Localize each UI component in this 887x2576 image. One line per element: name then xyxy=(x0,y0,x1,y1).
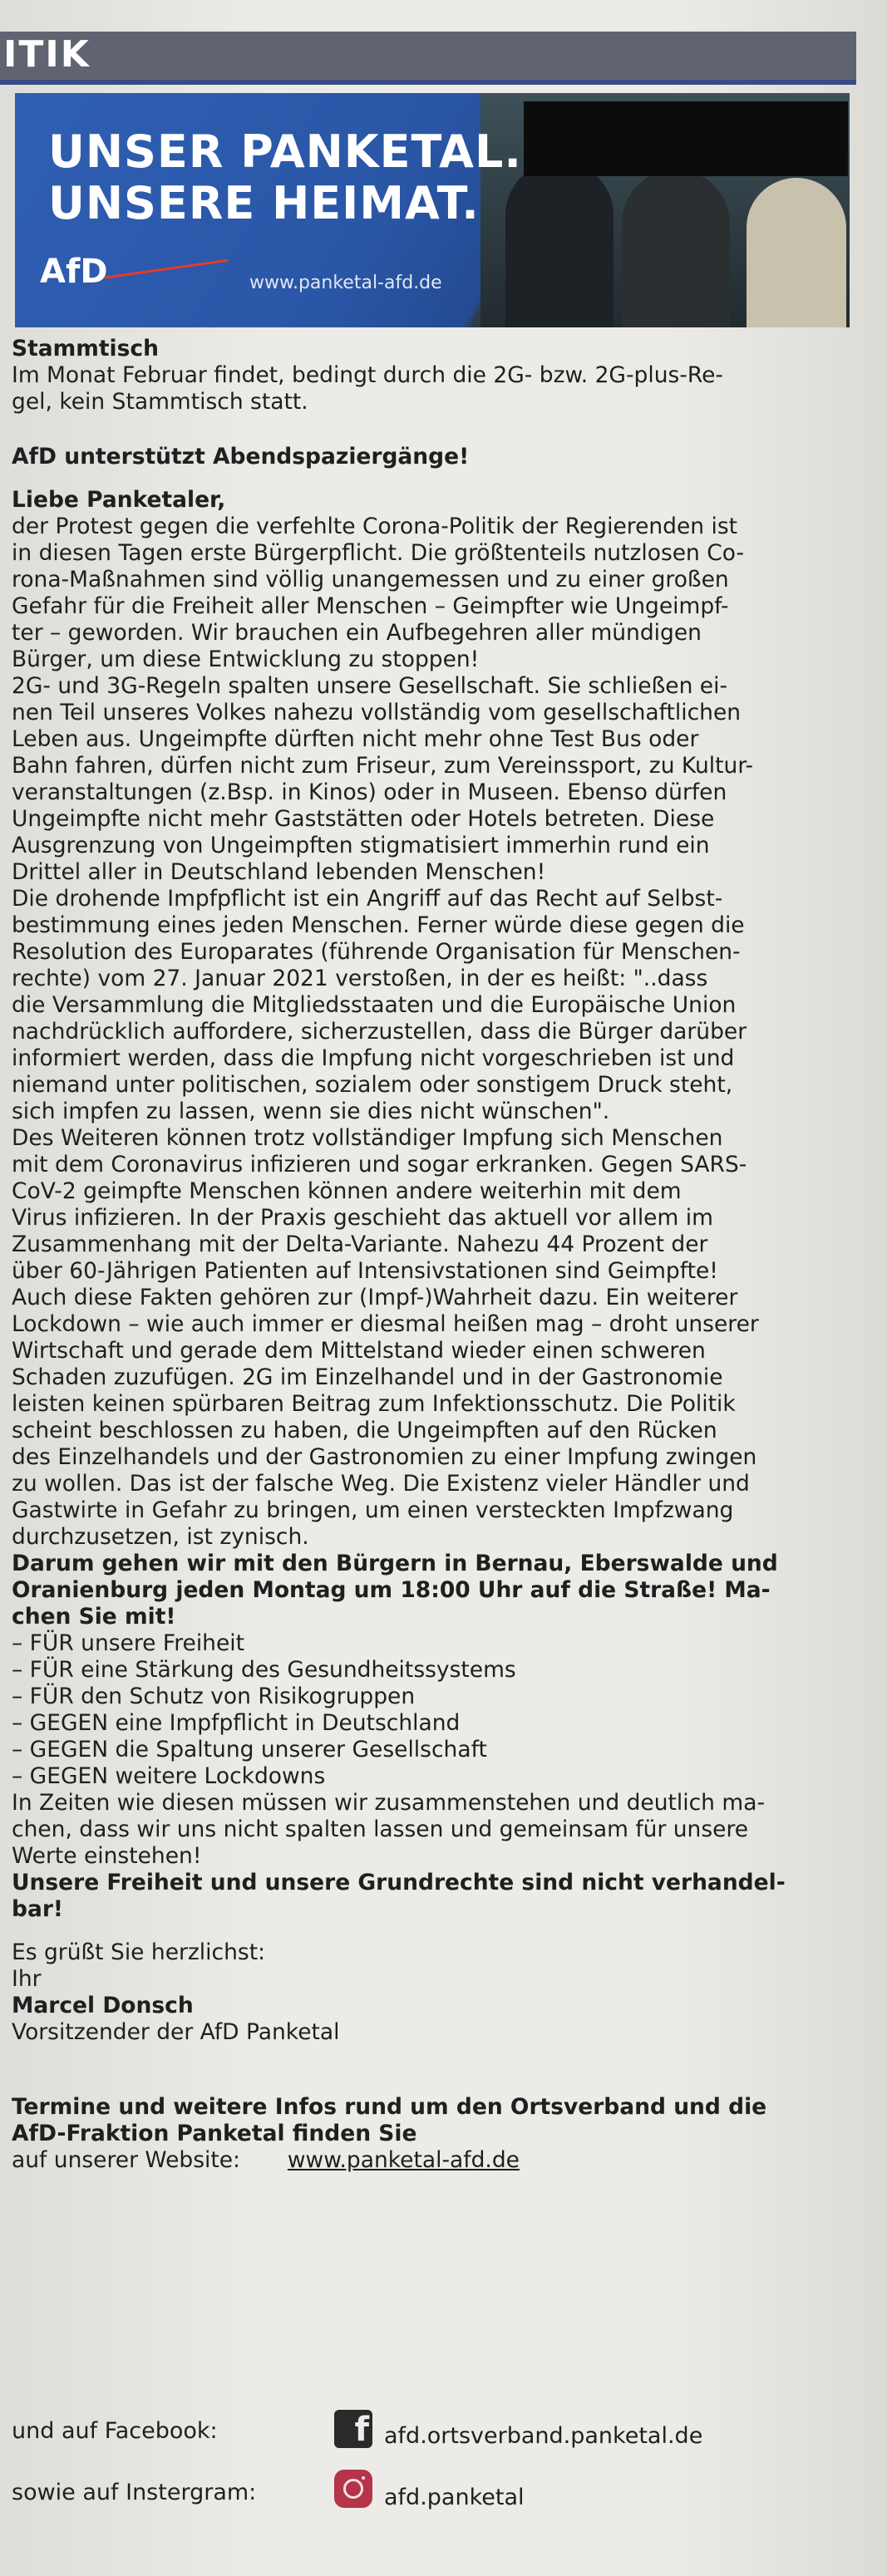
text-line: durchzusetzen, ist zynisch. xyxy=(12,1524,309,1550)
facebook-icon[interactable]: f xyxy=(334,2410,372,2448)
text-line: nachdrücklich auffordere, sicherzustellen, dass die Bürger darüber xyxy=(12,1019,747,1045)
stammtisch-text-line: gel, kein Stammtisch statt. xyxy=(12,389,308,415)
text-line: mit dem Coronavirus infizieren und sogar erkranken. Gegen SARS- xyxy=(12,1152,747,1177)
text-line: chen Sie mit! xyxy=(12,1604,176,1630)
text-line: Virus infizieren. In der Praxis geschieht das aktuell vor allem im xyxy=(12,1205,713,1231)
closing-greeting: Es grüßt Sie herzlichst: xyxy=(12,1939,266,1965)
text-line: Bürger, um diese Entwicklung zu stoppen! xyxy=(12,646,480,672)
text-line: Gastwirte in Gefahr zu bringen, um einen versteckten Impfzwang xyxy=(12,1497,734,1523)
text-line: Zusammenhang mit der Delta-Variante. Nahezu 44 Prozent der xyxy=(12,1231,708,1257)
text-line: ter – geworden. Wir brauchen ein Aufbegehren aller mündigen xyxy=(12,620,702,646)
paragraph-1 xyxy=(12,514,860,673)
text-line: Ausgrenzung von Ungeimpften stigmatisiert immerhin rund ein xyxy=(12,833,710,858)
banner-slogan xyxy=(48,126,522,229)
instagram-handle[interactable]: afd.panketal xyxy=(384,2485,525,2510)
website-label: auf unserer Website: xyxy=(12,2147,240,2173)
section-header xyxy=(0,32,856,85)
contact-intro: AfD-Fraktion Panketal finden Sie xyxy=(12,2121,417,2146)
afd-banner xyxy=(15,93,850,327)
text-line: chen, dass wir uns nicht spalten lassen und gemeinsam für unsere xyxy=(12,1816,749,1842)
banner-url: www.panketal-afd.de xyxy=(249,273,442,293)
article-body xyxy=(12,336,860,2174)
list-item: – GEGEN die Spaltung unserer Gesellschaft xyxy=(12,1737,487,1762)
section-label: ITIK xyxy=(3,33,91,76)
stammtisch-text-line: Im Monat Februar findet, bedingt durch die 2G- bzw. 2G-plus-Re- xyxy=(12,362,723,388)
redaction-bar xyxy=(524,101,848,176)
text-line: zu wollen. Das ist der falsche Weg. Die Existenz vieler Händler und xyxy=(12,1471,750,1497)
facebook-handle[interactable]: afd.ortsverband.panketal.de xyxy=(384,2423,703,2449)
text-line: Oranienburg jeden Montag um 18:00 Uhr auf die Straße! Ma- xyxy=(12,1577,771,1603)
call-to-action xyxy=(12,1551,860,1630)
instagram-label: sowie auf Instergram: xyxy=(12,2480,257,2505)
signer-role: Vorsitzender der AfD Panketal xyxy=(12,2019,340,2045)
text-line: Wirtschaft und gerade dem Mittelstand wieder einen schweren xyxy=(12,1338,706,1364)
paragraph-2 xyxy=(12,673,860,886)
demands-list xyxy=(12,1630,860,1790)
text-line: Ungeimpfte nicht mehr Gaststätten oder Hotels betreten. Diese xyxy=(12,806,715,832)
website-row xyxy=(12,2147,860,2174)
text-line: die Versammlung die Mitgliedsstaaten und die Europäische Union xyxy=(12,992,737,1018)
text-line: nen Teil unseres Volkes nahezu vollständig vom gesellschaftlichen xyxy=(12,700,742,725)
text-line: veranstaltungen (z.Bsp. in Kinos) oder in Museen. Ebenso dürfen xyxy=(12,779,727,805)
text-line: 2G- und 3G-Regeln spalten unsere Gesellschaft. Sie schließen ei- xyxy=(12,673,728,699)
text-line: Gefahr für die Freiheit aller Menschen – Geimpfter wie Ungeimpf- xyxy=(12,593,729,619)
text-line: informiert werden, dass die Impfung nicht vorgeschrieben ist und xyxy=(12,1045,735,1071)
text-line: niemand unter politischen, sozialem oder sonstigem Druck steht, xyxy=(12,1072,733,1098)
stammtisch-heading: Stammtisch xyxy=(12,336,159,361)
text-line: sich impfen zu lassen, wenn sie dies nicht wünschen". xyxy=(12,1099,610,1124)
text-line: in diesen Tagen erste Bürgerpflicht. Die größtenteils nutzlosen Co- xyxy=(12,540,745,566)
article-greeting: Liebe Panketaler, xyxy=(12,487,226,513)
contact-intro: Termine und weitere Infos rund um den Ortsverband und die xyxy=(12,2094,767,2120)
paragraph-4 xyxy=(12,1125,860,1551)
facebook-row xyxy=(12,2411,860,2460)
list-item: – FÜR unsere Freiheit xyxy=(12,1630,245,1656)
instagram-icon[interactable] xyxy=(334,2470,372,2508)
banner-slogan-line2: UNSERE HEIMAT. xyxy=(48,177,480,229)
text-line: rona-Maßnahmen sind völlig unangemessen und zu einer großen xyxy=(12,567,729,592)
text-line: Werte einstehen! xyxy=(12,1843,202,1869)
text-line: des Einzelhandels und der Gastronomien zu einer Impfung zwingen xyxy=(12,1444,757,1470)
list-item: – GEGEN eine Impfpflicht in Deutschland xyxy=(12,1710,461,1736)
text-line: der Protest gegen die verfehlte Corona-Politik der Regierenden ist xyxy=(12,514,738,539)
instagram-row xyxy=(12,2480,860,2521)
text-line: leisten keinen spürbaren Beitrag zum Infektionsschutz. Die Politik xyxy=(12,1391,736,1417)
afd-logo: AfD xyxy=(40,253,108,291)
text-line: Die drohende Impfpflicht ist ein Angriff auf das Recht auf Selbst- xyxy=(12,886,723,912)
text-line: Darum gehen wir mit den Bürgern in Bernau, Eberswalde und xyxy=(12,1551,778,1576)
list-item: – FÜR den Schutz von Risikogruppen xyxy=(12,1684,416,1709)
text-line: Leben aus. Ungeimpfte dürften nicht mehr ohne Test Bus oder xyxy=(12,726,699,752)
text-line: In Zeiten wie diesen müssen wir zusammenstehen und deutlich ma- xyxy=(12,1790,766,1816)
text-line: scheint beschlossen zu haben, die Ungeimpften auf den Rücken xyxy=(12,1418,717,1443)
text-line: Bahn fahren, dürfen nicht zum Friseur, zum Vereinssport, zu Kultur- xyxy=(12,753,754,779)
website-link[interactable]: www.panketal-afd.de xyxy=(287,2147,520,2173)
list-item: – GEGEN weitere Lockdowns xyxy=(12,1763,326,1789)
text-line: Lockdown – wie auch immer er diesmal heißen mag – droht unserer xyxy=(12,1311,759,1337)
paragraph-3 xyxy=(12,886,860,1125)
closing-ihr: Ihr xyxy=(12,1966,42,1992)
article-heading: AfD unterstützt Abendspaziergänge! xyxy=(12,444,470,469)
text-line: CoV-2 geimpfte Menschen können andere weiterhin mit dem xyxy=(12,1178,682,1204)
text-line: Resolution des Europarates (führende Organisation für Menschen- xyxy=(12,939,741,965)
text-line: Unsere Freiheit und unsere Grundrechte sind nicht verhandel- xyxy=(12,1870,786,1895)
banner-slogan-line1: UNSER PANKETAL. xyxy=(48,125,522,178)
text-line: bestimmung eines jeden Menschen. Ferner würde diese gegen die xyxy=(12,912,745,938)
signer-name: Marcel Donsch xyxy=(12,1993,194,2018)
list-item: – FÜR eine Stärkung des Gesundheitssystems xyxy=(12,1657,516,1683)
closing-statement xyxy=(12,1870,860,1923)
text-line: Des Weiteren können trotz vollständiger Impfung sich Menschen xyxy=(12,1125,723,1151)
text-line: über 60-Jährigen Patienten auf Intensivstationen sind Geimpfte! xyxy=(12,1258,718,1284)
text-line: Auch diese Fakten gehören zur (Impf-)Wahrheit dazu. Ein weiterer xyxy=(12,1285,738,1310)
text-line: Drittel aller in Deutschland lebenden Menschen! xyxy=(12,859,546,885)
text-line: bar! xyxy=(12,1896,64,1922)
text-line: rechte) vom 27. Januar 2021 verstoßen, in der es heißt: "..dass xyxy=(12,966,708,991)
text-line: Schaden zuzufügen. 2G im Einzelhandel und in der Gastronomie xyxy=(12,1364,723,1390)
paragraph-5 xyxy=(12,1790,860,1870)
facebook-label: und auf Facebook: xyxy=(12,2418,218,2444)
